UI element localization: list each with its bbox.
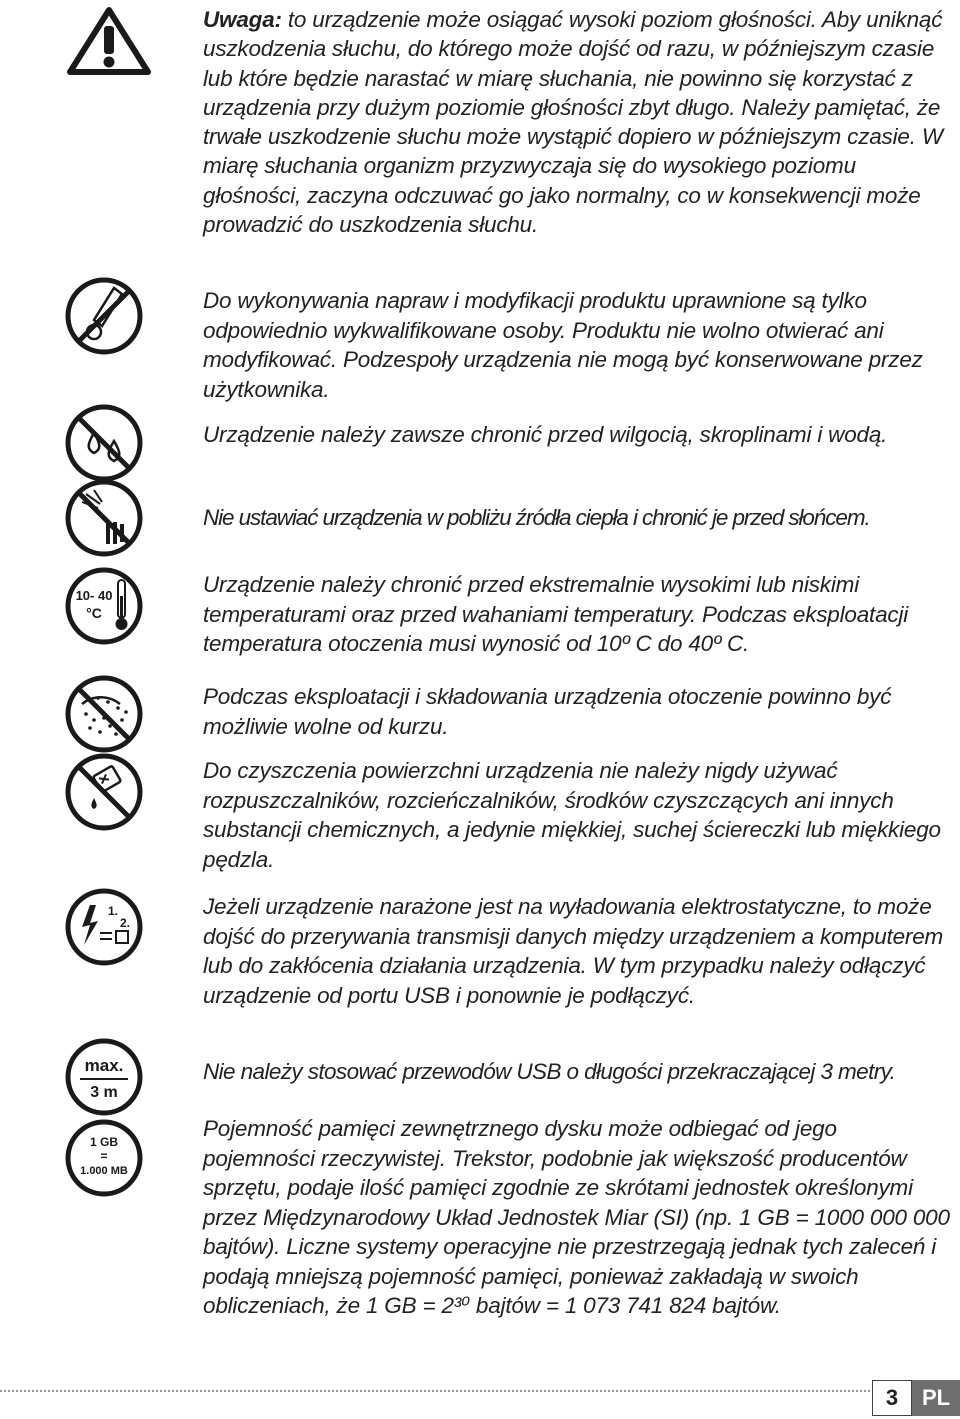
warning-label: Uwaga: xyxy=(203,7,282,32)
language-badge: PL xyxy=(912,1380,960,1416)
temperature-paragraph: Urządzenie należy chronić przed ekstremalnie wysokimi lub niskimi temperaturami oraz przed wahaniami temperatury. Podczas eksploatacji temperatura otoczenia musi wynosić od 10º C do 40º C. xyxy=(203,572,909,656)
dust-paragraph: Podczas eksploatacji i składowania urządzenia otoczenie powinno być możliwie wolne od kurzu. xyxy=(203,684,892,739)
page-indicator xyxy=(872,1380,960,1416)
no-dust-icon xyxy=(64,674,144,754)
usb-paragraph: Nie należy stosować przewodów USB o długości przekraczającej 3 metry. xyxy=(203,1059,896,1084)
moisture-paragraph: Urządzenie należy zawsze chronić przed wilgocią, skroplinami i wodą. xyxy=(203,422,888,447)
warning-icon xyxy=(64,4,154,76)
temp-range-text: 10- 40 xyxy=(75,588,113,603)
capacity-paragraph: Pojemność pamięci zewnętrznego dysku może odbiegać od jego pojemności rzeczywistej. Trekstor, podobnie jak większość producentów sprzętu, podaje ilość pamięci zgodnie ze skrótami jednostek określonymi przez Międzynarodowy Układ Jednostek Miar (SI) (np. 1 GB = 1000 000 000 bajtów). Liczne systemy operacyjne nie przestrzegają jednak tych zaleceń i podają mniejszą pojemność pamięci, ponieważ zakładają w swoich obliczeniach, że 1 GB = 2³⁰ bajtów = 1 073 741 824 bajtów. xyxy=(203,1116,950,1318)
esd-icon xyxy=(64,887,144,967)
esd-paragraph: Jeżeli urządzenie narażone jest na wyładowania elektrostatyczne, to może dojść do przerywania transmisji danych między urządzeniem a komputerem lub do zakłócenia działania urządzenia. W tym przypadku należy odłączyć urządzenie od portu USB i ponownie je podłączyć. xyxy=(203,894,944,1008)
capacity-icon xyxy=(64,1118,144,1198)
esd-step1-text: 1. xyxy=(108,904,119,918)
cap-eq-text: = xyxy=(100,1149,108,1163)
page-number: 3 xyxy=(872,1380,912,1416)
footer-divider xyxy=(0,1390,870,1392)
no-repair-icon xyxy=(64,276,144,356)
thermometer-icon xyxy=(64,566,144,646)
repair-paragraph: Do wykonywania napraw i modyfikacji produktu uprawnione są tylko odpowiednio wykwalifikowane osoby. Produktu nie wolno otwierać ani modyfikować. Podzespoły urządzenia nie mogą być konserwowane przez użytkownika. xyxy=(203,288,923,402)
no-heat-icon xyxy=(64,478,144,558)
usb-max-text: max. xyxy=(84,1056,124,1075)
no-water-icon xyxy=(64,403,144,483)
cleaning-paragraph: Do czyszczenia powierzchni urządzenia nie należy nigdy używać rozpuszczalników, rozcieńczalników, środków czyszczących ani innych substancji chemicznych, a jedynie miękkiej, suchej ściereczki lub miękkiego pędzla. xyxy=(203,758,941,872)
usb-length-text: 3 m xyxy=(90,1084,118,1101)
no-chemicals-icon xyxy=(64,752,144,832)
esd-step2-text: 2. xyxy=(120,916,131,930)
warning-text: to urządzenie może osiągać wysoki poziom głośności. Aby uniknąć uszkodzenia słuchu, do którego może dojść od razu, w późniejszym czasie lub które będzie narastać w miarę słuchania, nie powinno się korzystać z urządzenia przy dużym poziomie głośności zbyt długo. Należy pamiętać, że trwałe uszkodzenie słuchu może wystąpić dopiero w późniejszym czasie. W miarę słuchania organizm przyzwyczaja się do wysokiego poziomu głośności, zaczyna odczuwać go jako normalny, co w konsekwencji może prowadzić do uszkodzenia słuchu. xyxy=(203,7,943,238)
cap-mb-text: 1.000 MB xyxy=(80,1165,128,1177)
usb-length-icon xyxy=(64,1037,144,1117)
temp-unit-text: °C xyxy=(86,605,102,621)
warning-paragraph xyxy=(203,5,953,239)
heat-paragraph: Nie ustawiać urządzenia w pobliżu źródła ciepła i chronić je przed słońcem. xyxy=(203,505,870,530)
cap-gb-text: 1 GB xyxy=(89,1135,119,1149)
